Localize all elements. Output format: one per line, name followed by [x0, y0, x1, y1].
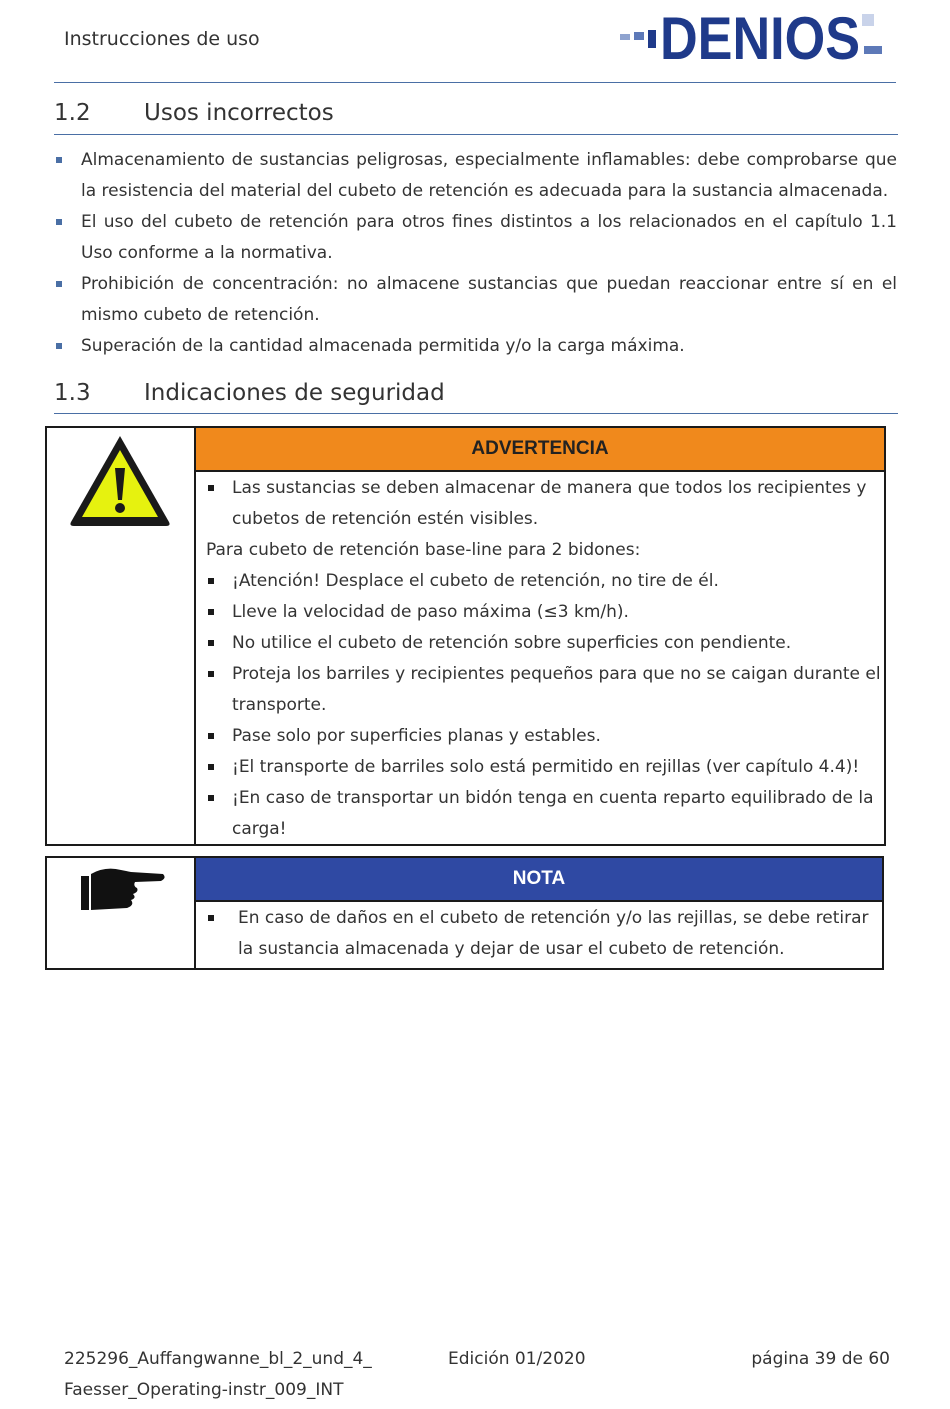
- pointing-hand-icon: [75, 862, 167, 914]
- list-item: ¡Atención! Desplace el cubeto de retención, no tire de él.: [196, 566, 884, 597]
- header-divider: [54, 82, 896, 83]
- note-banner: NOTA: [196, 858, 882, 902]
- note-content: [196, 858, 882, 968]
- list-item: Superación de la cantidad almacenada permitida y/o la carga máxima.: [54, 331, 897, 362]
- footer-doc-id-line1: 225296_Auffangwanne_bl_2_und_4_: [64, 1349, 372, 1369]
- list-item: En caso de daños en el cubeto de retención y/o las rejillas, se debe retirar la sustancia almacenada y dejar de usar el cubeto de retención.: [196, 903, 882, 965]
- note-box: [45, 856, 884, 970]
- footer-doc-id-line2: Faesser_Operating-instr_009_INT: [64, 1380, 344, 1400]
- warning-icon-cell: [47, 428, 196, 844]
- list-item: Prohibición de concentración: no almacene sustancias que puedan reaccionar entre sí en el mismo cubeto de retención.: [54, 269, 897, 331]
- section-title: Indicaciones de seguridad: [144, 380, 445, 406]
- list-item: No utilice el cubeto de retención sobre superficies con pendiente.: [196, 628, 884, 659]
- misuse-list: [54, 145, 897, 362]
- document-header-title: Instrucciones de uso: [64, 28, 260, 50]
- list-item: Lleve la velocidad de paso máxima (≤3 km/h).: [196, 597, 884, 628]
- list-item: Almacenamiento de sustancias peligrosas, especialmente inflamables: debe comprobarse que la resistencia del material del cubeto de retención es adecuada para la sustancia almacenada.: [54, 145, 897, 207]
- list-item: Pase solo por superficies planas y estables.: [196, 721, 884, 752]
- section-underline: [54, 134, 898, 135]
- footer-edition: Edición 01/2020: [448, 1349, 586, 1369]
- footer-page-number: página 39 de 60: [751, 1349, 890, 1369]
- list-item: ¡En caso de transportar un bidón tenga en cuenta reparto equilibrado de la carga!: [196, 783, 884, 845]
- note-icon-cell: [47, 858, 196, 968]
- list-item: Proteja los barriles y recipientes pequeños para que no se caigan durante el transporte.: [196, 659, 884, 721]
- warning-content: [196, 428, 884, 844]
- section-number: 1.3: [54, 380, 91, 406]
- warning-list-top: [196, 472, 884, 535]
- warning-list: [196, 566, 884, 845]
- list-item: Las sustancias se deben almacenar de manera que todos los recipientes y cubetos de retención estén visibles.: [196, 473, 884, 535]
- logo-text: DENIOS: [660, 5, 860, 66]
- warning-banner: ADVERTENCIA: [196, 428, 884, 472]
- warning-intro: Para cubeto de retención base-line para 2 bidones:: [206, 540, 641, 560]
- section-title: Usos incorrectos: [144, 100, 334, 126]
- section-heading-1-2: [54, 100, 334, 126]
- denios-logo: [618, 4, 888, 66]
- list-item: ¡El transporte de barriles solo está permitido en rejillas (ver capítulo 4.4)!: [196, 752, 884, 783]
- section-number: 1.2: [54, 100, 91, 126]
- warning-triangle-icon: [67, 432, 173, 528]
- note-list: [196, 902, 882, 965]
- section-underline: [54, 413, 898, 414]
- warning-box: [45, 426, 886, 846]
- list-item: El uso del cubeto de retención para otros fines distintos a los relacionados en el capítulo 1.1 Uso conforme a la normativa.: [54, 207, 897, 269]
- section-heading-1-3: [54, 380, 445, 406]
